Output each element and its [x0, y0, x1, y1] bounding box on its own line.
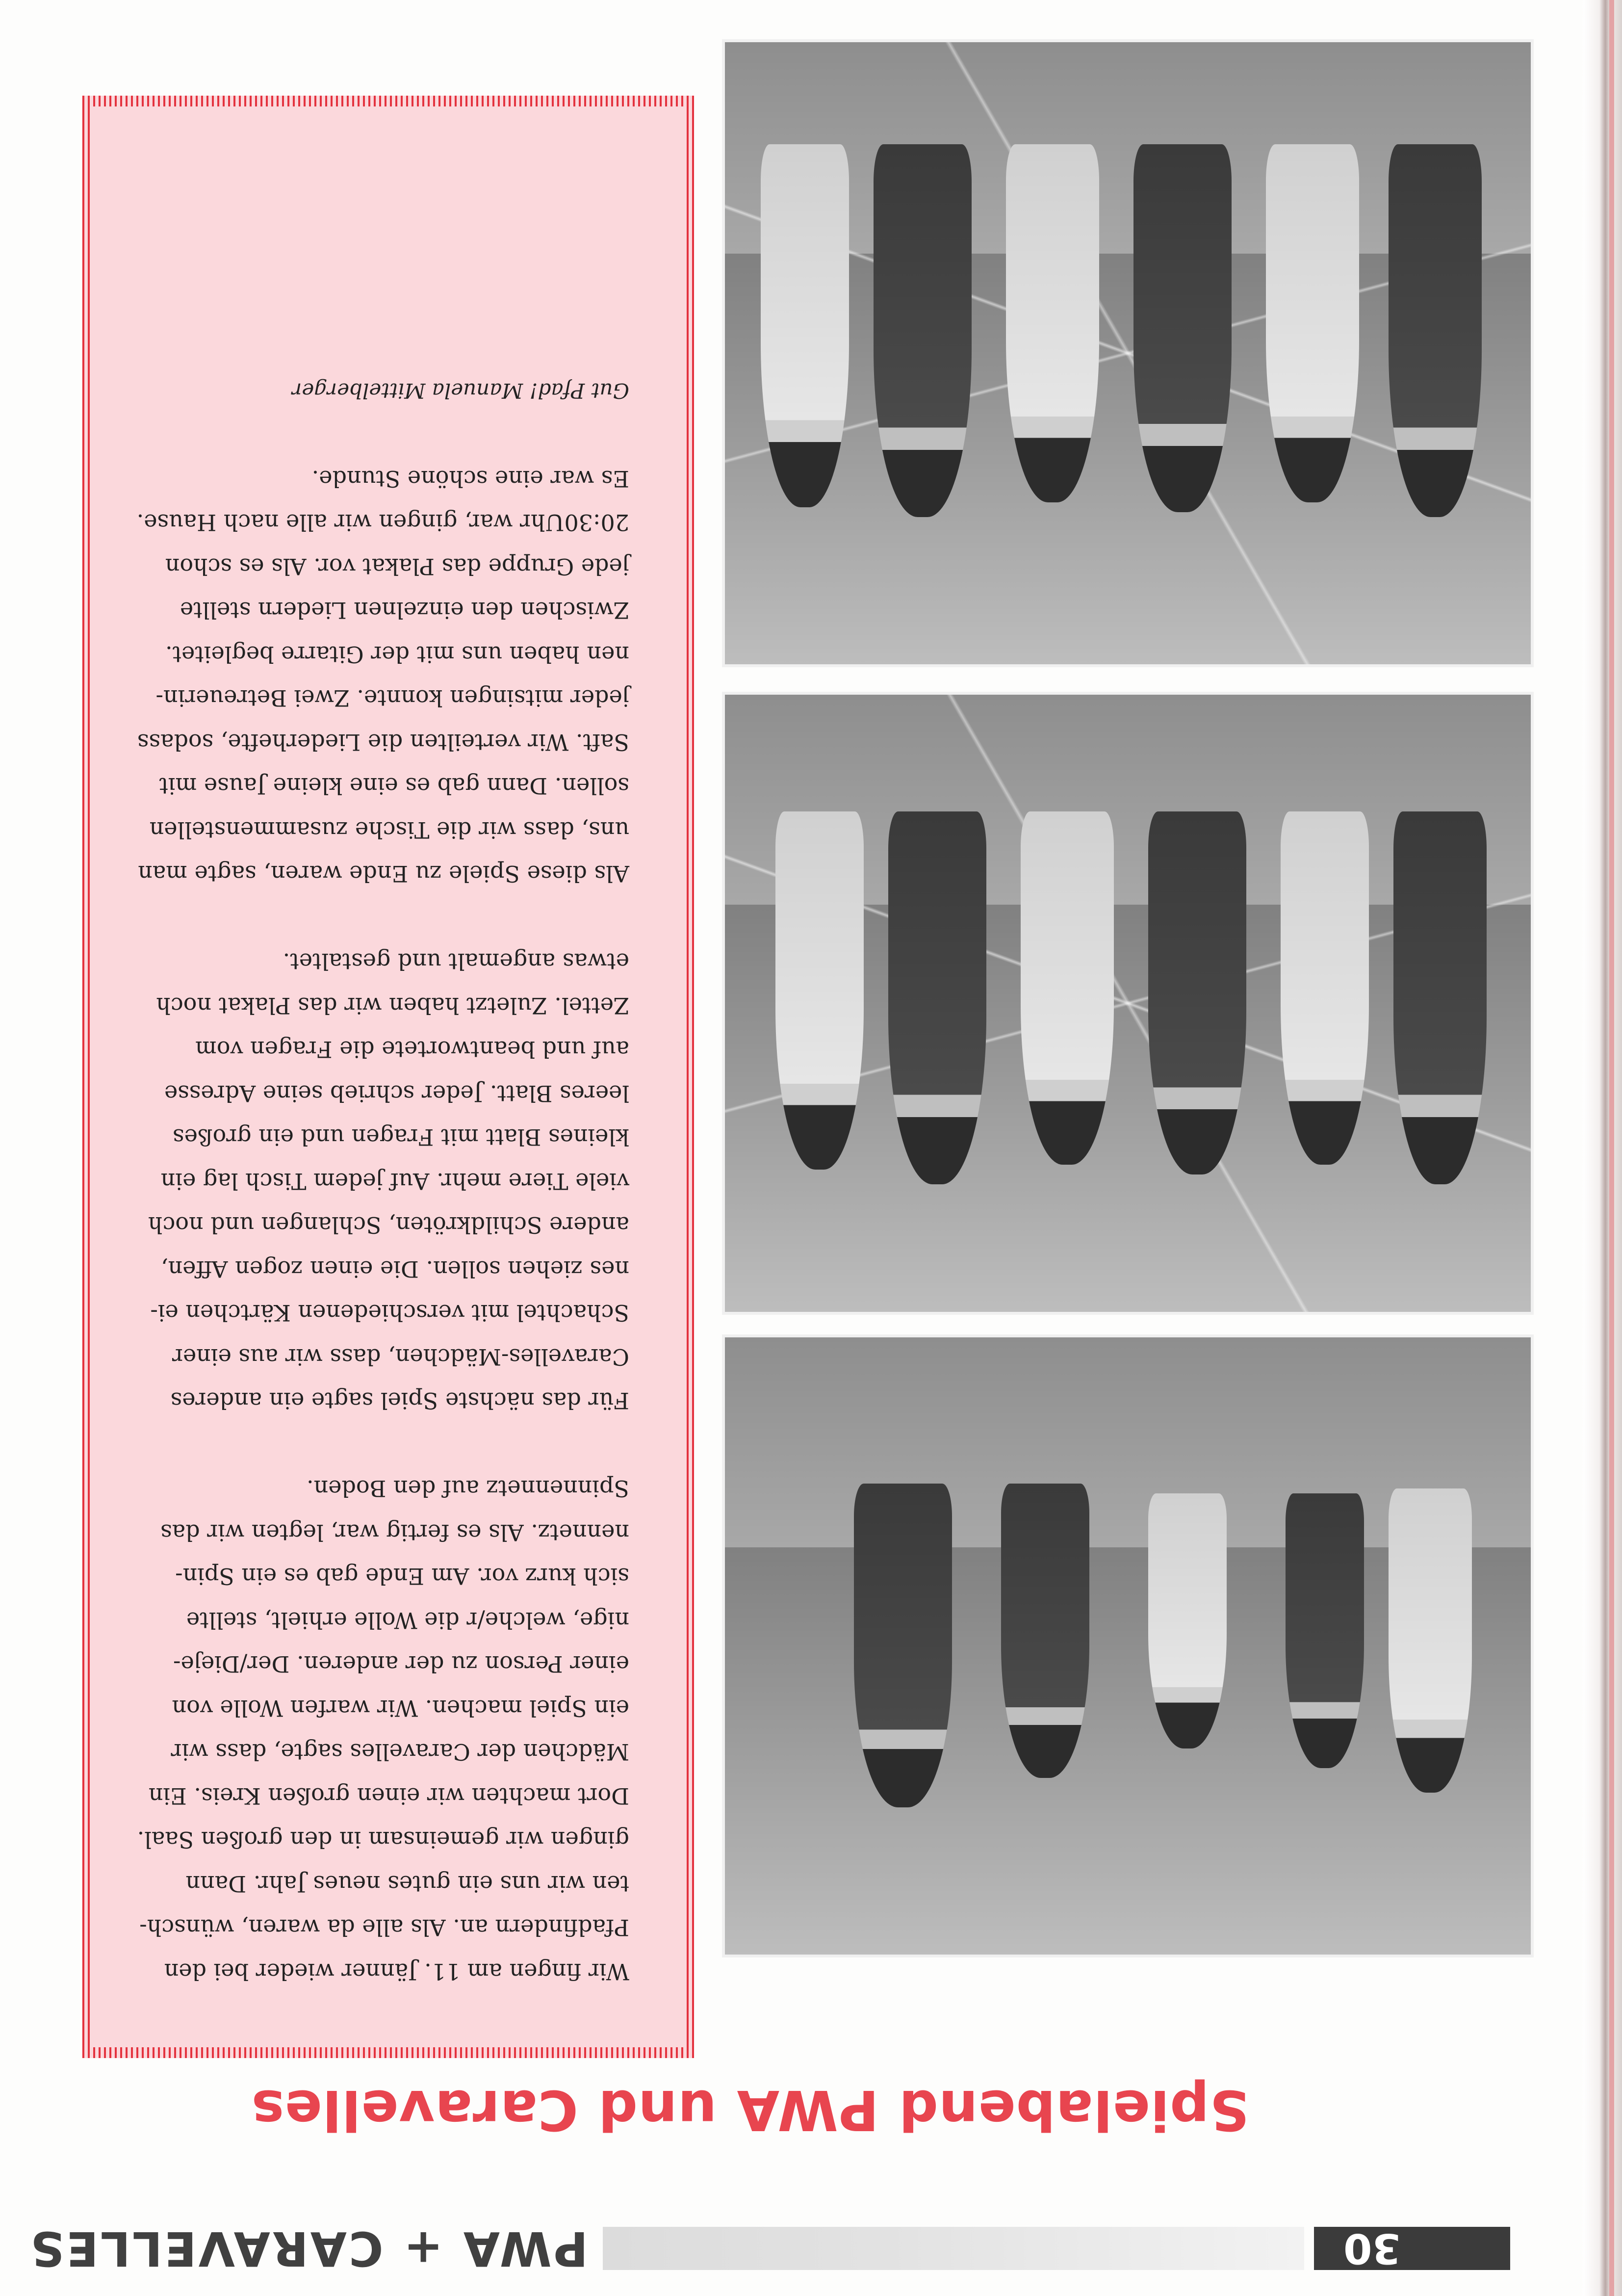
text-line: Für das nächste Spiel sagte ein anderes	[170, 1387, 629, 1414]
paragraph-1	[139, 1466, 629, 1993]
binding-stripe	[1609, 0, 1614, 2296]
text-line: ten wir uns ein gutes neues Jahr. Dann	[185, 1871, 629, 1897]
text-line: Pfadfindern an. Als alle da waren, wünsch-	[139, 1914, 629, 1941]
section-title: PWA + CARAVELLES	[28, 2221, 588, 2276]
page-header	[28, 2221, 1510, 2276]
text-line: Es war eine schöne Stunde.	[311, 466, 629, 492]
text-line: nes ziehen sollen. Die einen zogen Affen,	[160, 1256, 629, 1282]
text-line: jeder mitsingen konnte. Zwei Betreuerin-	[155, 685, 629, 712]
page-number-box	[1314, 2224, 1510, 2272]
photo-person	[1393, 811, 1487, 1184]
photo-group-circle	[722, 39, 1534, 667]
photo-person	[1148, 811, 1246, 1174]
text-line: Dort machten wir einen großen Kreis. Ein	[148, 1783, 629, 1809]
article-box	[82, 96, 694, 2058]
text-line: nige, welche/r die Wolle erhielt, stellte	[186, 1607, 629, 1634]
text-line: gingen wir gemeinsam in den großen Saal.	[137, 1826, 629, 1853]
author-signature: Gut Pfad! Manuela Mittelberger	[292, 379, 629, 403]
text-line: Saft. Wir verteilten die Liederhefte, sodass	[137, 729, 629, 756]
paragraph-2	[139, 939, 629, 1423]
photo-person	[1001, 1484, 1089, 1778]
text-line: Spinnennetz auf den Boden.	[307, 1475, 629, 1502]
binding-edge	[1583, 0, 1622, 2296]
photo-person	[1148, 1493, 1227, 1748]
text-line: Caravelles-Mädchen, dass wir aus einer	[172, 1344, 629, 1370]
photo-person	[1389, 144, 1482, 517]
photo-person	[1133, 144, 1232, 512]
text-line: nen haben uns mit der Gitarre begleitet.	[165, 641, 629, 668]
article-body	[136, 369, 629, 1994]
photo-person	[1021, 811, 1114, 1165]
photo-person	[1006, 144, 1099, 502]
photo-person	[888, 811, 986, 1184]
text-line: andere Schildkröten, Schlangen und noch	[148, 1212, 629, 1239]
text-line: auf und beantwortete die Fragen vom	[195, 1036, 629, 1063]
text-line: Zwischen den einzelnen Liedern stellte	[180, 597, 629, 624]
text-line: Als diese Spiele zu Ende waren, sagte man	[138, 861, 629, 887]
text-line: etwas angemalt und gestaltet.	[283, 948, 629, 975]
photo-person	[854, 1484, 952, 1807]
text-line: Wir fingen am 11. Jänner wieder bei den	[164, 1958, 629, 1985]
text-line: kleines Blatt mit Fragen und ein großes	[172, 1124, 629, 1151]
photo-person	[1286, 1493, 1364, 1768]
photo-group-standing	[722, 692, 1534, 1315]
text-line: einer Person zu der anderen. Der/Dieje-	[173, 1651, 629, 1678]
text-line: jede Gruppe das Plakat vor. Als es schon	[165, 553, 629, 580]
text-line: ein Spiel machen. Wir warfen Wolle von	[172, 1695, 629, 1722]
text-line: Schachtel mit verschiedenen Kärtchen ei-	[150, 1300, 629, 1327]
page-number: 30	[1343, 2224, 1401, 2272]
header-bar	[603, 2227, 1304, 2270]
text-line: Zettel. Zuletzt haben wir das Plakat noch	[156, 992, 629, 1019]
text-line: sollen. Dann gab es eine kleine Jause mit	[159, 773, 629, 800]
text-line: 20:30Uhr war, gingen wir alle nach Hause.	[136, 509, 629, 536]
photo-person	[775, 811, 864, 1170]
photo-person	[1281, 811, 1369, 1165]
photo-person	[1266, 144, 1359, 502]
photo-person	[761, 144, 849, 507]
text-line: leeres Blatt. Jeder schrieb seine Adresse	[164, 1080, 629, 1107]
article-headline: Spielabend PWA und Caravelles	[251, 2078, 1249, 2141]
text-line: uns, dass wir die Tische zusammenstellen	[149, 817, 629, 843]
text-line: sich kurz vor. Am Ende gab es ein Spin-	[175, 1563, 629, 1590]
photo-person	[1389, 1488, 1472, 1793]
photo-group-table	[722, 1334, 1534, 1957]
paragraph-3	[136, 457, 629, 896]
photo-person	[874, 144, 972, 517]
text-line: viele Tiere mehr. Auf jedem Tisch lag ein	[160, 1168, 629, 1195]
text-line: Mädchen der Caravelles sagte, dass wir	[171, 1739, 629, 1766]
text-line: nennetz. Als es fertig war, legten wir das	[160, 1519, 629, 1546]
